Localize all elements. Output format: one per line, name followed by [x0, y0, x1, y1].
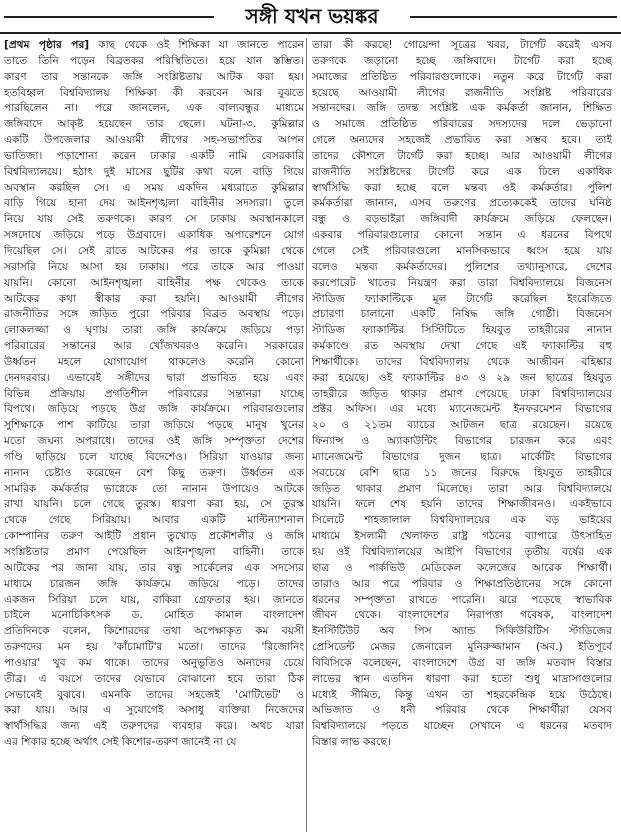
- text-line: [4, 719, 304, 735]
- text-line-content: সেভাবেই বুঝবে। এমনকি তাদের সহজেই 'মোটিভেট' ও: [4, 688, 304, 701]
- header-rule-left: [4, 16, 214, 18]
- text-line: [4, 402, 304, 418]
- text-line-content: সবচেয়ে বেশি ছাত্র ১১ জনের বিরুদ্ধে হিযবুত তাহরীরে: [312, 466, 612, 479]
- text-line: [312, 117, 612, 133]
- text-line-content: বিবিসিকে বলেছেন, বাংলাদেশে উগ্র বা জঙ্গি মতবাদ বিস্তার: [312, 656, 612, 669]
- text-line: [4, 577, 304, 593]
- text-line: [312, 577, 612, 593]
- text-line: [4, 307, 304, 323]
- text-line-content: লাভের স্থান এতদিন ধারণা করা হতো শুধু মাদ্রাসাগুলোর: [312, 672, 612, 685]
- text-line-content: সঙ্গদোষে জড়িয়ে পড়ে উগ্রবাদে। একাধিক অপারেশনে যোগ: [4, 229, 304, 242]
- text-line-content: করা যায়। আর এ সুযোগেই অসাধু ব্যক্তিরা নিজেদের: [4, 704, 304, 717]
- text-line: [312, 640, 612, 656]
- text-line: [4, 339, 304, 355]
- text-line: [312, 38, 612, 54]
- text-line: [4, 434, 304, 450]
- text-line-content: প্রক্টর অফিস। এর মধ্যে ম্যানেজমেন্ট ইনফরমেশন বিভাগের: [312, 403, 612, 416]
- text-line: [4, 149, 304, 165]
- text-line: [312, 434, 612, 450]
- text-line-content: স্বার্থসিদ্ধি করা হচ্ছে বলে মন্তব্য ওই কর্মকর্তার। পুলিশ: [312, 181, 612, 194]
- left-column: [4, 38, 304, 832]
- text-line-content: রাজনীতির সঙ্গে জড়িত পুরো পরিবার বিব্রত অবস্থায় পড়ে।: [4, 308, 304, 321]
- text-line: [4, 482, 304, 498]
- text-line: [4, 703, 304, 719]
- text-line-content: স্বার্থসিদ্ধির জন্য এই তরুণদের ব্যবহার করে। অথচ যারা: [4, 720, 304, 733]
- text-line: [312, 371, 612, 387]
- text-line-content: ছাত্র ও পার্কভিউ মেডিকেল কলেজের আরেক শিক্ষার্থী।: [312, 561, 612, 574]
- text-line: [312, 387, 612, 403]
- text-line: [312, 529, 612, 545]
- text-line: [4, 101, 304, 117]
- text-line: [312, 450, 612, 466]
- text-line-content: কোম্পানির তরুণ আইটি প্রধান তুখোড় প্রকৌশলীর ও জঙ্গি: [4, 530, 304, 543]
- text-line-content: মাধ্যমে চারজন জঙ্গি কার্যক্রমে জড়িয়ে পড়ে। তাদের: [4, 577, 304, 590]
- text-line: [4, 196, 304, 212]
- text-line: [4, 117, 304, 133]
- text-line: [312, 165, 612, 181]
- text-line-content: সন্তানদের। জঙ্গি তদন্ত সংশ্লিষ্ট এক কর্মকর্তা জানান, শিক্ষিত: [312, 102, 612, 115]
- text-line: [312, 466, 612, 482]
- text-line-content: সরাসরি নিয়ে আসা হয় ঢাকায়। পরে তাকে আর পাওয়া: [4, 260, 304, 273]
- text-line-content: একজন সিরিয়া চলে যায়, বাকিরা গ্রেফতার হয়। জানতে: [4, 593, 304, 606]
- text-line-content: নিয়ে যায় সেই তরুণকে। কারণ সে ঢাকায় অবস্থানকালে: [4, 213, 304, 226]
- text-line-content: সংশ্লিষ্টতার প্রমাণ পেয়েছিল আইনশৃঙ্খলা বাহিনী। তাকে: [4, 546, 304, 558]
- text-line: [4, 292, 304, 308]
- text-line: [4, 38, 304, 54]
- text-line-content: বিশ্ববিদ্যালয়ে পড়তে যাচ্ছেন সেখানে এ ধরনের মতবাদ: [312, 720, 612, 733]
- text-line: [4, 323, 304, 339]
- text-line: [312, 545, 612, 561]
- text-line: [4, 450, 304, 466]
- text-line-content: বিপথে। জড়িয়ে পড়ছে উগ্র জঙ্গি কার্যক্রমে। পরিবারগুলোর: [4, 403, 304, 416]
- text-line-content: গণ্ডি ছাড়িয়ে চলে যাচ্ছে বিদেশেও। সিরিয়া যাওয়ার জন্য: [4, 450, 304, 463]
- text-line: [4, 466, 304, 482]
- text-line: [4, 228, 304, 244]
- text-line: [312, 593, 612, 609]
- text-line: [312, 323, 612, 339]
- text-line-content: বলেও মন্তব্য কর্মকর্তাদের। পুলিশের তথ্যানুসারে, দেশের: [312, 260, 612, 273]
- text-line: [312, 181, 612, 197]
- text-line-content: যায়নি। কোনো আইনশৃঙ্খলা বাহিনীর পক্ষ থেকেও তাকে: [4, 276, 304, 289]
- text-line-content: পাওয়ার' খুব কম থাকে। তাদের অনুভূতিও অন্যদের চেয়ে: [4, 656, 304, 669]
- text-line-content: তাহরীরে জড়িত থাকার প্রমাণ পেয়েছে ঢাকা বিশ্ববিদ্যালয়ের: [312, 387, 612, 400]
- text-line: [4, 86, 304, 102]
- text-line: [312, 482, 612, 498]
- text-line: [4, 276, 304, 292]
- text-line-content: চাইলে মনোচিকিৎসক ড. মোহিত কামাল বাংলাদেশ: [4, 609, 304, 622]
- text-line: [4, 656, 304, 672]
- text-line: [312, 624, 612, 640]
- text-line: [312, 402, 612, 418]
- text-line-content: করা হয়েছে। ওই ফ্যাকাল্টির ৪৩ ও ২৯ জন ছাত্রের হিযবুত: [312, 371, 612, 384]
- text-line-content: রাজনীতি সংশ্লিষ্টদের টার্গেট করে এক ঢিলে একাধিক: [312, 165, 612, 178]
- text-line: [312, 339, 612, 355]
- text-line-content: করপোরেট খাতের নিয়ন্ত্রণ করা তারা বিশ্ববিদ্যালয়ে বিজনেস: [312, 276, 612, 289]
- text-line: [4, 54, 304, 70]
- text-line: [4, 735, 304, 751]
- text-line: [312, 307, 612, 323]
- text-line: [4, 165, 304, 181]
- text-line: [4, 355, 304, 371]
- text-line: [312, 260, 612, 276]
- text-line-content: তাতে তিনি পড়েন বিব্রতকর পরিস্থিতিতে। হয়ে যান স্তম্ভিত।: [4, 54, 304, 67]
- text-line-content: এর শিকার হচ্ছে অর্থাৎ সেই কিশোর-তরুণ জানেই না যে: [4, 736, 237, 749]
- text-line-content: অবস্থান করছিল সে। এ সময় একদিন মধ্যরাতে কুমিল্লার: [4, 181, 304, 194]
- text-line: [4, 624, 304, 640]
- text-line-content: ইনস্টিটিউট অব পিস অ্যান্ড সিকিউরিটিস স্টাডিজের: [312, 625, 612, 638]
- text-line: [312, 133, 612, 149]
- text-line-content: স্টাডিজ ফ্যাকাল্টির সিস্টিটিতে হিযবুত তাহরীরের নানান: [312, 324, 612, 337]
- text-line-content: কর্মকর্তারা জানান, এসব তরুণের প্রত্যেককেই তাদের ঘনিষ্ঠ: [312, 197, 612, 210]
- article-headline: সঙ্গী যখন ভয়ঙ্কর: [245, 4, 379, 28]
- text-line: [312, 656, 612, 672]
- text-line: [312, 497, 612, 513]
- text-line-content: পরিবারের সন্তানের আর খোঁজখবরও করেনি। সরকারের: [4, 340, 304, 353]
- text-line-content: গেলে সেই পরিবারগুলো মানসিকভাবে ধ্বংস হয়ে যায়: [312, 244, 612, 257]
- text-line-content: বন্ধু ও বড়ভাইরা জঙ্গিবাদী কার্যক্রমে জড়িয়ে ফেলছেন।: [312, 213, 612, 226]
- text-line: [4, 608, 304, 624]
- text-line: [4, 513, 304, 529]
- text-line-content: হয়েছে আওয়ামী লীগের রাজনীতি সংশ্লিষ্ট পরিবারের: [312, 86, 612, 99]
- text-line-content: জড়িত থাকার প্রমাণ মিলেছে। তারা আর বিশ্ববিদ্যালয়ে: [312, 482, 612, 495]
- text-line: [312, 292, 612, 308]
- text-line-content: দিয়েছিল সে। সেই রাতে আটকের পর তাকে কুমিল্লা থেকে: [4, 244, 304, 257]
- text-line-content: সুশিক্ষাকে পাশ কাটিয়ে তারা জড়িয়ে পড়ছে মানুষ খুনের: [4, 419, 304, 432]
- text-line: [4, 688, 304, 704]
- text-line: [4, 260, 304, 276]
- text-line-content: যায়নি। ফলে শেষ হয়নি তাদের শিক্ষাজীবনও। একইভাবে: [312, 498, 612, 511]
- text-line: [312, 149, 612, 165]
- text-line: [312, 86, 612, 102]
- text-line: [4, 672, 304, 688]
- text-line-content: সামরিক কর্মকর্তার ভাগ্নেকে তো নানান উপায়েও আটকে: [4, 482, 304, 495]
- header-rule-right: [410, 16, 617, 18]
- text-line-content: মাধ্যমে ইসলামী খেলাফত রাষ্ট্র গঠনের ব্যাপারে উৎসাহিত: [312, 530, 612, 543]
- text-line-content: সমাজের প্রতিষ্ঠিত পরিবারগুলোকে। নতুন করে টার্গেট করা: [312, 70, 612, 83]
- text-line-content: প্রতিদিনকে বলেন, কিশোরদের তথা অপেক্ষাকৃত কম বয়সী: [4, 625, 304, 638]
- text-line-content: লোকলজ্জা ও ঘৃণায় তারা জঙ্গি কার্যক্রমে জড়িয়ে পড়া: [4, 324, 304, 337]
- text-line-content: ২০ ও ২১তম ব্যাচের আটজন ছাত্র রয়েছেন। রয়েছে: [312, 419, 612, 432]
- text-line-content: বাড়ি গিয়ে হানা দেয় আইনশৃঙ্খলা বাহিনীর সদস্যরা। তুলে: [4, 197, 304, 210]
- text-line: [4, 545, 304, 561]
- text-line-content: গেলে অন্যদের সহজেই প্রভাবিত করা সম্ভব হবে। তাই: [312, 134, 612, 147]
- text-line: [312, 101, 612, 117]
- text-line-content: মধ্যেই সীমিত, কিন্তু এখন তা শহরকেন্দ্রিক হয়ে উঠেছে।: [312, 688, 612, 701]
- text-line-content: বিশ্ববিদ্যালয়ে। হঠাৎ দুই মাসের ছুটির কথা বলে বাড়ি গিয়ে: [4, 165, 304, 178]
- text-line-content: তীব্র। এ বয়সে তাদের যেভাবে বোঝানো হবে তারা ঠিক: [4, 672, 304, 685]
- text-line-content: হতবিহ্বল বিশ্ববিদ্যালয় শিক্ষিকা কী করবেন আর বুঝতে: [4, 86, 304, 99]
- text-line-content: তারাও আর পরে পরিবার ও শিক্ষাপ্রতিষ্ঠানের সঙ্গে কোনো: [312, 577, 612, 590]
- text-line-content: কাছ থেকে ওই শিক্ষিকা যা জানতে পারেন: [89, 39, 304, 51]
- text-line: [312, 244, 612, 260]
- text-line: [4, 244, 304, 260]
- text-line: [312, 719, 612, 735]
- text-line-content: প্রচারণা চালানো একটি নিষিদ্ধ জঙ্গি গোষ্ঠী। বিজনেস: [312, 308, 612, 321]
- text-line-content: বিস্তার লাভ করছে।: [312, 736, 391, 749]
- text-line-content: কর্মকাণ্ডে রত অবস্থায় দেখা গেছে এই ফ্যাকাল্টির বহু: [312, 340, 612, 353]
- text-line: [4, 593, 304, 609]
- text-line-content: একবার পরিবারগুলোর কোনো সন্তান এ ধরনের বিপথে: [312, 229, 612, 242]
- text-line-content: জীবন থেকে। বাংলাদেশের নিরাপত্তা গবেষক, বাংলাদেশ: [312, 609, 612, 622]
- text-line: [312, 355, 612, 371]
- article-header: [0, 0, 621, 34]
- text-line: [4, 70, 304, 86]
- text-line: [312, 276, 612, 292]
- text-line-content: তরুণকে জড়ানো হচ্ছে জঙ্গিবাদে। টার্গেট করা হচ্ছে: [312, 54, 612, 67]
- text-line: [312, 70, 612, 86]
- text-line-content: ফিন্যান্স ও অ্যাকাউন্টিং বিভাগের চারজন করে এবং: [312, 435, 612, 448]
- text-line-content: শিক্ষার্থীকে। তাদের বিশ্ববিদ্যালয় থেকে আজীবন বহিষ্কার: [312, 355, 612, 368]
- text-line: [312, 688, 612, 704]
- text-line-content: তাদের কৌশলে টার্গেট করা হচ্ছে। আর আওয়ামী লীগের: [312, 149, 612, 162]
- text-line: [312, 672, 612, 688]
- text-line-content: কারণ তার সন্তানকে জঙ্গি সংশ্লিষ্টতায় আটক করা হয়।: [4, 70, 304, 83]
- text-line-content: নানান চেষ্টাও করেছেন বেশ কিছু তরুণ। উর্ধ্বতন এক: [4, 466, 304, 479]
- text-line-content: আটকের কথা স্বীকার করা হয়নি। আওয়ামী লীগের: [4, 292, 304, 305]
- text-line-content: একটি উপজেলার আওয়ামী লীগের সহ-সভাপতির আপন: [4, 134, 304, 147]
- text-line-content: অভিজাত ও ধনী পরিবার থেকে শিক্ষার্থীরা যেসব: [312, 704, 612, 717]
- text-line-content: মতো জঘন্য অপরাধে। তাদের ওই জঙ্গি সম্পৃক্ততা দেশের: [4, 435, 304, 448]
- text-line: [312, 228, 612, 244]
- text-line: [4, 212, 304, 228]
- article-body: [0, 38, 621, 834]
- text-line-content: রাখা যায়নি। চলে গেছে তুরস্ক। ধারণা করা হয়, সে তুরস্ক: [4, 498, 304, 511]
- text-line-content: উর্ধ্বতন মহলে যোগাযোগ থাকলেও করেনি কোনো: [4, 355, 304, 368]
- text-line: [312, 735, 612, 751]
- text-line: [312, 703, 612, 719]
- text-line-content: বিভিন্ন প্রক্রিয়ায় প্রগতিশীল পরিবারের সন্তানরা যাচ্ছে: [4, 387, 304, 400]
- text-line: [312, 608, 612, 624]
- text-line: [312, 513, 612, 529]
- text-line-content: আটকের পর জানা যায়, তার বন্ধু সার্কেলের এক সদস্যের: [4, 561, 304, 574]
- text-line-content: ধরনের সম্পৃক্ততা রাখতে পারেনি। ঝরে পড়েছে স্বাভাবিক: [312, 593, 612, 606]
- text-line-content: থেকে গেছে সিরিয়ায়। আবার একটি মাল্টিন্যাশনাল: [4, 514, 304, 527]
- text-line-content: প্রেসিডেন্ট মেজর জেনারেল মুনিরুজ্জামান (অব.) ইতিপূর্বে: [312, 641, 612, 654]
- text-line: [312, 54, 612, 70]
- text-line: [312, 561, 612, 577]
- text-line: [4, 371, 304, 387]
- text-line-content: হয় ওই বিশ্ববিদ্যালয়ের আইপি বিভাগের তৃতীয় বর্ষের এক: [312, 546, 612, 558]
- text-line-content: ও সমাজে প্রতিষ্ঠিত পরিবারের সদস্যদের দলে ভেড়ানো: [312, 118, 612, 131]
- continuation-kicker: [প্রথম পৃষ্ঠার পর]: [4, 39, 90, 51]
- text-line: [312, 196, 612, 212]
- text-line-content: ভাতিজা। পড়াশোনা করেন ঢাকার একটি নামি বেসরকারি: [4, 149, 304, 162]
- text-line: [4, 529, 304, 545]
- text-line-content: স্টাডিজ ফ্যাকাল্টিকে মূল টার্গেট করেছিল ইংরেজিতে: [312, 292, 612, 305]
- text-line: [4, 418, 304, 434]
- text-line: [4, 561, 304, 577]
- text-line-content: জঙ্গিবাদে আকৃষ্ট হয়েছেন তার ছেলে। ঘটনা-৩. কুমিল্লার: [4, 118, 304, 131]
- text-line: [312, 212, 612, 228]
- text-line-content: দেনদরবার। এভাবেই সঙ্গীদের দ্বারা প্রভাবিত হয়ে এবং: [4, 371, 304, 384]
- text-line: [4, 640, 304, 656]
- text-line: [4, 133, 304, 149]
- text-line-content: ম্যানেজমেন্ট বিভাগের দুজন ছাত্র। মার্কেটিং বিভাগের: [312, 450, 612, 463]
- text-line-content: তরুণদের মন হয় 'কাঁচামাটি'র মতো। তাদের 'রিজোনিং: [4, 641, 304, 654]
- text-line-content: তারা কী করছে! গোয়েন্দা সূত্রের খবর, টার্গেট করেই এসব: [312, 39, 612, 51]
- text-line-content: সিলেটে শাহজালাল বিশ্ববিদ্যালয়ের এক বড় ভাইয়ের: [312, 514, 612, 527]
- text-line-content: পারছিলেন না। পরে জানলেন, এক বাল্যবন্ধুর মাধ্যমে: [4, 102, 304, 115]
- right-column: [312, 38, 612, 832]
- column-divider: [306, 38, 307, 832]
- text-line: [4, 387, 304, 403]
- text-line: [4, 497, 304, 513]
- text-line: [312, 418, 612, 434]
- text-line: [4, 181, 304, 197]
